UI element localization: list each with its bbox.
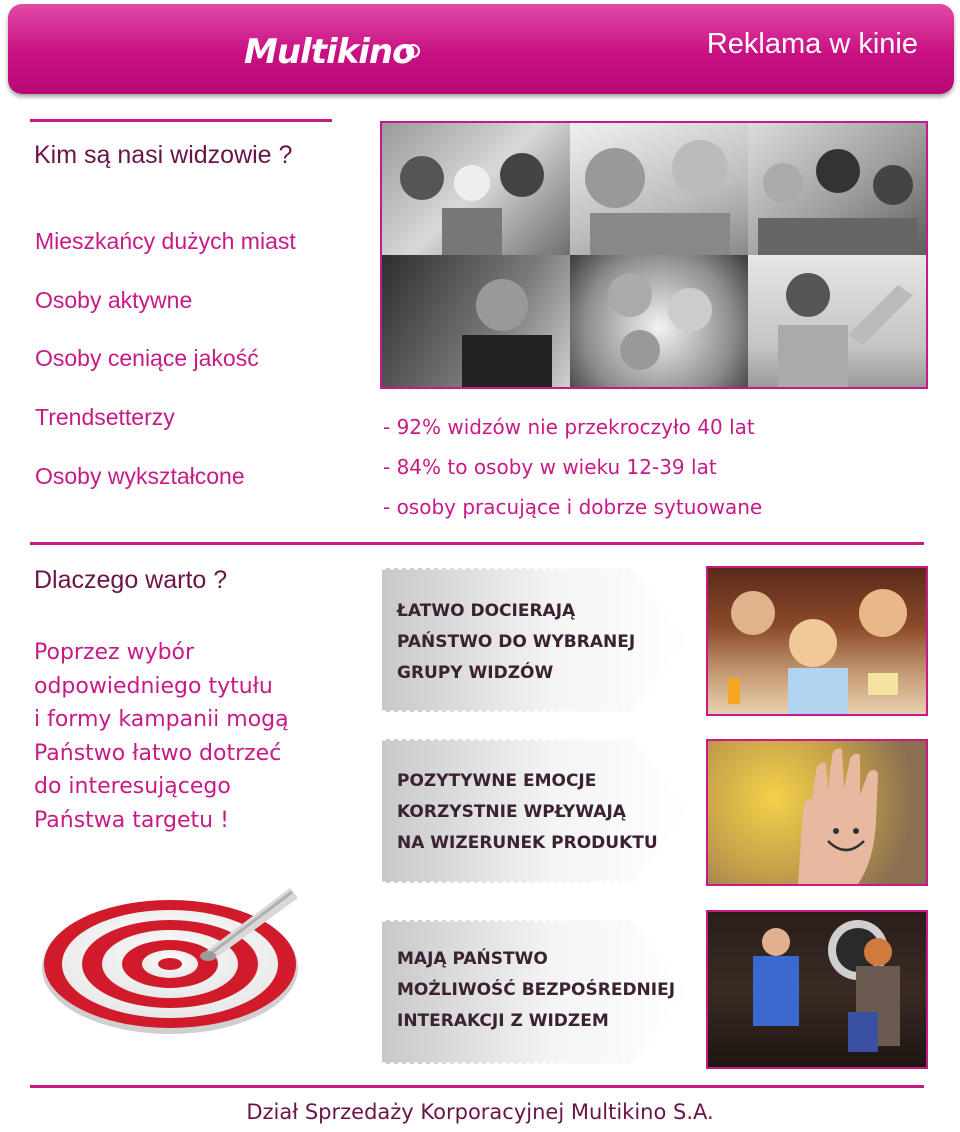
logo-registered-icon [406, 44, 420, 58]
header-banner [8, 4, 954, 94]
stat-line: - osoby pracujące i dobrze sytuowane [383, 495, 763, 519]
photo-family [382, 123, 570, 255]
photo-businessman [382, 255, 570, 387]
benefit-line: NA WIZERUNEK PRODUKTU [397, 833, 658, 853]
benefit-card-emotions [382, 739, 690, 883]
why-line: i formy kampanii mogą [34, 707, 289, 732]
target-icon [30, 880, 330, 1040]
audience-item: Trendsetterzy [35, 404, 175, 430]
why-line: do interesującego [34, 774, 231, 799]
photo-friends-circle [570, 255, 748, 387]
smiley-icon [708, 741, 926, 884]
benefit-line: KORZYSTNIE WPŁYWAJĄ [397, 802, 626, 822]
benefit-line: MOŻLIWOŚĆ BEZPOŚREDNIEJ [397, 980, 676, 1000]
why-heading: Dlaczego warto ? [34, 566, 228, 594]
photo-smiley-hand [706, 739, 928, 886]
audience-heading: Kim są nasi widzowie ? [34, 141, 293, 169]
photo-promoters [706, 910, 928, 1069]
why-line: Państwo łatwo dotrzeć [34, 740, 282, 766]
benefit-card-reach [382, 568, 690, 712]
page-title: Reklama w kinie [706, 28, 918, 60]
audience-item: Osoby ceniące jakość [35, 345, 259, 371]
audience-top-rule [30, 119, 332, 122]
target-illustration [30, 880, 330, 1040]
why-top-rule [30, 542, 924, 545]
why-description [34, 636, 334, 837]
benefit-line: GRUPY WIDZÓW [397, 663, 554, 683]
why-line: odpowiedniego tytułu [34, 673, 273, 699]
benefit-line: INTERAKCJI Z WIDZEM [397, 1011, 609, 1031]
audience-item: Osoby wykształcone [35, 463, 245, 489]
stat-line: - 92% widzów nie przekroczyło 40 lat [383, 415, 755, 439]
why-line: Państwa targetu ! [34, 807, 229, 833]
audience-item: Osoby aktywne [35, 287, 193, 313]
benefit-card-interaction [382, 920, 690, 1064]
photo-thumbs-up-group [748, 123, 926, 255]
photo-laughing-couple [570, 123, 748, 255]
photo-strong-woman [748, 255, 926, 387]
footer-text: Dział Sprzedaży Korporacyjnej Multikino S.A. [246, 1100, 714, 1124]
benefit-line: MAJĄ PAŃSTWO [397, 949, 548, 969]
why-line: Poprzez wybór [34, 640, 195, 665]
stat-line: - 84% to osoby w wieku 12-39 lat [383, 455, 717, 479]
audience-photo-collage [380, 121, 928, 389]
footer-rule [30, 1085, 924, 1088]
benefit-line: PAŃSTWO DO WYBRANEJ [397, 632, 636, 652]
benefit-line: POZYTYWNE EMOCJE [397, 771, 597, 791]
photo-cinema-audience [706, 566, 928, 716]
audience-item: Mieszkańcy dużych miast [35, 228, 296, 254]
multikino-logo[interactable]: Multikino [244, 32, 415, 72]
benefit-line: ŁATWO DOCIERAJĄ [397, 601, 576, 621]
